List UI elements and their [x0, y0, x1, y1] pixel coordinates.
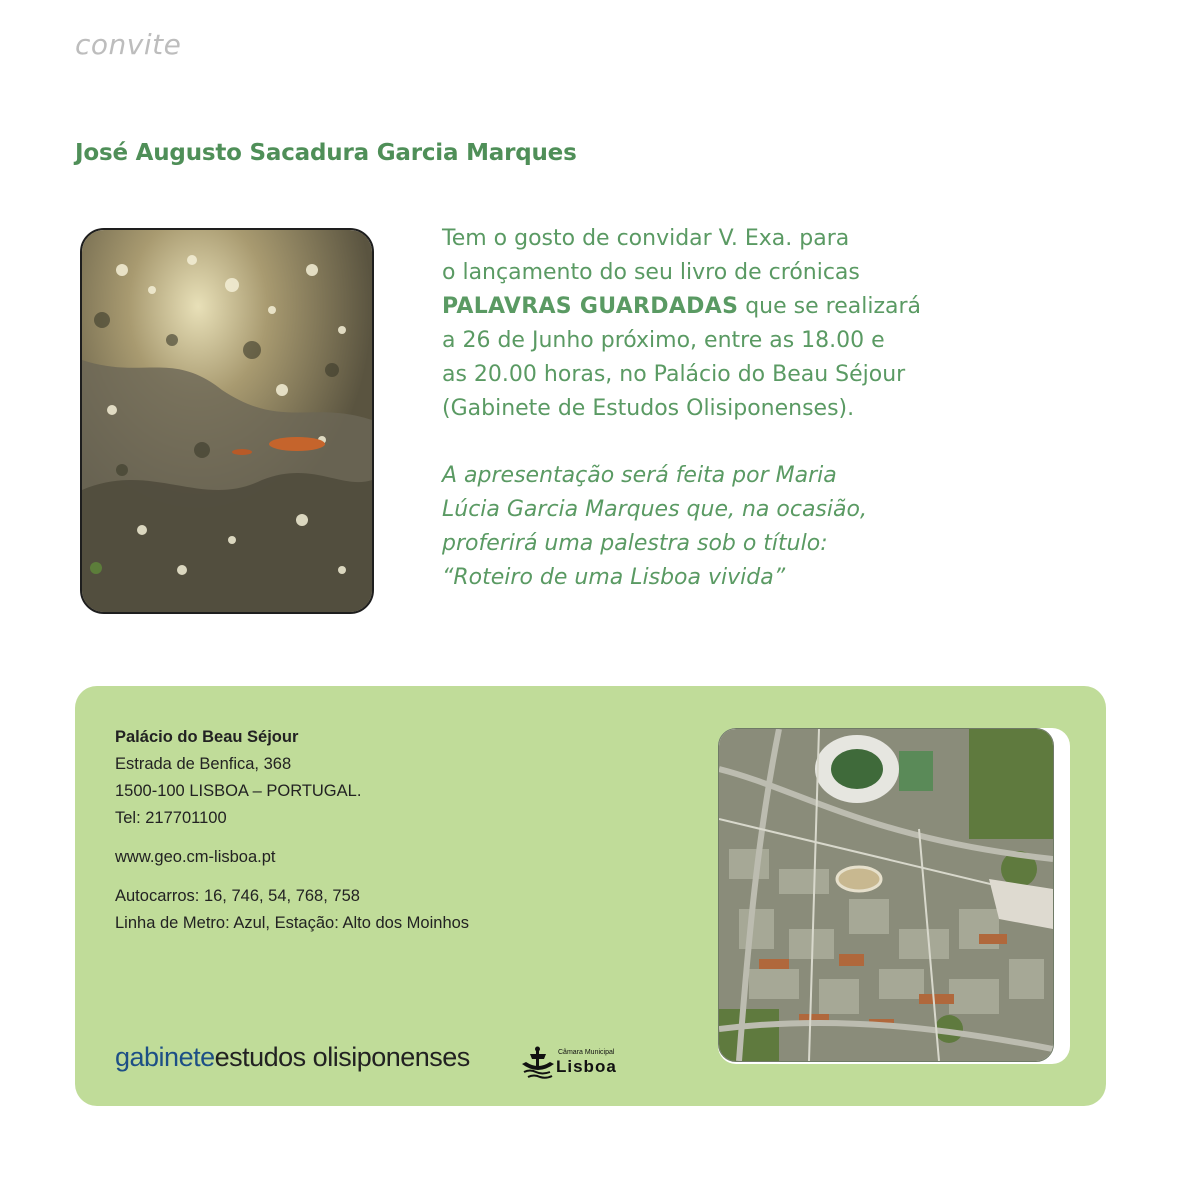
invitation-line: (Gabinete de Estudos Olisiponenses).	[442, 396, 855, 421]
postal-address: 1500-100 LISBOA – PORTUGAL.	[115, 782, 362, 800]
book-title: PALAVRAS GUARDADAS	[442, 294, 739, 319]
invitation-line: as 20.00 horas, no Palácio do Beau Séjour	[442, 362, 906, 387]
venue-name: Palácio do Beau Séjour	[115, 728, 299, 746]
lisboa-ship-icon	[520, 1046, 556, 1080]
street-address: Estrada de Benfica, 368	[115, 755, 292, 773]
camara-municipal-lisboa-logo	[520, 1046, 620, 1082]
venue-info-box	[75, 686, 1106, 1106]
invitation-line-rest: que se realizará	[738, 294, 921, 319]
lecture-title: “Roteiro de uma Lisboa vivida”	[442, 565, 786, 590]
invitation-text	[442, 222, 962, 595]
metro-info: Linha de Metro: Azul, Estação: Alto dos Moinhos	[115, 914, 470, 932]
bus-info: Autocarros: 16, 746, 54, 768, 758	[115, 887, 360, 905]
presentation-line: A apresentação será feita por Maria	[442, 463, 837, 488]
invitation-line	[442, 290, 962, 324]
gabinete-logo	[115, 1042, 470, 1073]
invitation-line: a 26 de Junho próximo, entre as 18.00 e	[442, 328, 885, 353]
telephone: Tel: 217701100	[115, 809, 227, 827]
website-link[interactable]: www.geo.cm-lisboa.pt	[115, 848, 276, 866]
gabinete-logo-part1: gabinete	[115, 1042, 215, 1072]
address-block	[115, 724, 469, 937]
presentation-line: proferirá uma palestra sob o título:	[442, 531, 828, 556]
leaves-photo	[80, 228, 374, 614]
author-name: José Augusto Sacadura Garcia Marques	[75, 140, 577, 166]
map-frame	[718, 728, 1070, 1064]
camara-label: Câmara Municipal	[558, 1049, 615, 1056]
convite-label: convite	[75, 28, 182, 61]
aerial-map	[718, 728, 1054, 1062]
lisboa-label: Lisboa	[556, 1057, 617, 1076]
invitation-line: o lançamento do seu livro de crónicas	[442, 260, 860, 285]
gabinete-logo-part2: estudos olisiponenses	[214, 1042, 470, 1072]
presentation-line: Lúcia Garcia Marques que, na ocasião,	[442, 497, 867, 522]
invitation-line: Tem o gosto de convidar V. Exa. para	[442, 226, 850, 251]
